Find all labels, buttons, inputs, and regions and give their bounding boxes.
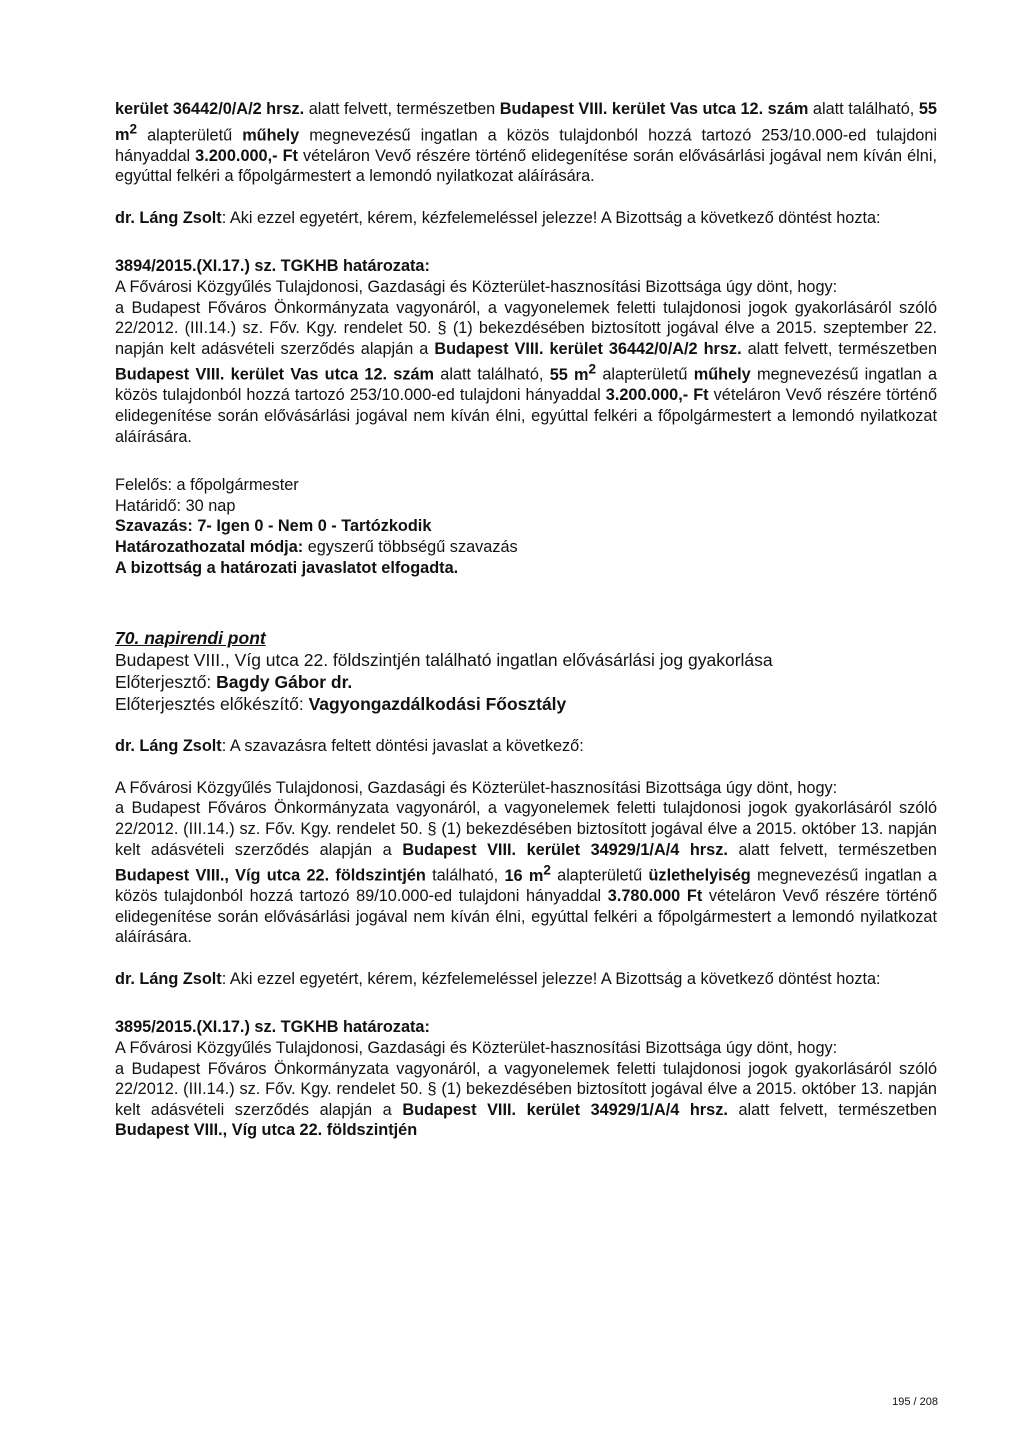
property-type: műhely: [242, 126, 300, 145]
text-span: vételáron Vevő részére történő elidegenítése során elővásárlási jogával nem kíván élni, egyúttal felkéri a főpolgármestert a lemondó nyilatkozat aláírására.: [115, 386, 937, 446]
agenda-item-subject: Budapest VIII., Víg utca 22. földszintjén található ingatlan elővásárlási jog gyakorlása: [115, 650, 773, 671]
page-number: 195 / 208: [892, 1396, 938, 1408]
vote-line: [115, 516, 937, 537]
presenter-label: Előterjesztő:: [115, 672, 212, 693]
price-value: 3.200.000,- Ft: [605, 386, 709, 405]
proposal-body: [115, 798, 937, 948]
area-value: [549, 361, 597, 384]
hrsz-ref: Budapest VIII. kerület 34929/1/A/4 hrsz.: [402, 840, 728, 859]
presenter-name: Bagdy Gábor dr.: [211, 672, 353, 693]
property-type: műhely: [693, 365, 751, 384]
decision-intro: A Fővárosi Közgyűlés Tulajdonosi, Gazdasági és Közterület-hasznosítási Bizottsága úgy dönt, hogy:: [115, 277, 838, 296]
speaker-name: dr. Láng Zsolt: [115, 208, 222, 227]
area-number: 55 m: [549, 365, 589, 384]
text-span: megnevezésű ingatlan a közös tulajdonból hozzá tartozó 253/10.000-ed tulajdoni hányaddal: [115, 365, 937, 405]
decision-mode-label: Határozathozatal módja:: [115, 537, 304, 556]
address-ref: Budapest VIII., Víg utca 22. földszintjén: [115, 1121, 418, 1140]
speaker-paragraph: [115, 208, 937, 229]
text-span: a Budapest Főváros Önkormányzata vagyonáról, a vagyonelemek feletti tulajdonosi jogok gyakorlásáról szóló 22/2012. (III.14.) sz. Főv. Kgy. rendelet 50. § (1) bekezdésében biztosított jogával élve a 2015. október 13. napján kelt adásvételi szerződés alapján a: [115, 1059, 937, 1119]
text-span: alatt található,: [434, 365, 550, 384]
price-value: 3.780.000 Ft: [607, 887, 703, 906]
area-value: [504, 862, 551, 885]
agenda-item-title: 70. napirendi pont: [115, 628, 266, 649]
address-ref: Budapest VIII. kerület Vas utca 12. szám: [499, 100, 809, 118]
text-span: alatt felvett, természetben: [727, 840, 937, 859]
address-ref: Budapest VIII., Víg utca 22. földszintjén: [115, 866, 426, 885]
price-value: 3.200.000,- Ft: [195, 146, 298, 165]
area-exponent: 2: [129, 121, 138, 137]
proposal-intro: A Fővárosi Közgyűlés Tulajdonosi, Gazdasági és Közterület-hasznosítási Bizottsága úgy dönt, hogy:: [115, 778, 838, 797]
area-exponent: 2: [588, 361, 597, 377]
text-span: a Budapest Főváros Önkormányzata vagyonáról, a vagyonelemek feletti tulajdonosi jogok gyakorlásáról szóló 22/2012. (III.14.) sz. Főv. Kgy. rendelet 50. § (1) bekezdésében biztosított jogával élve a 2015. október 13. napján kelt adásvételi szerződés alapján a: [115, 799, 937, 859]
text-span: alatt felvett, természetben: [727, 1100, 937, 1119]
decision-body: [115, 1059, 937, 1141]
property-type: üzlethelyiség: [648, 866, 751, 885]
speaker-name: dr. Láng Zsolt: [115, 737, 222, 756]
speaker-paragraph: [115, 736, 937, 757]
text-span: vételáron Vevő részére történő elidegenítése során elővásárlási jogával nem kíván élni, egyúttal felkéri a főpolgármestert a lemondó nyilatkozat aláírására.: [115, 887, 937, 947]
speaker-text: : A szavazásra feltett döntési javaslat a következő:: [221, 737, 584, 756]
preparer-line: [115, 693, 937, 715]
paragraph-continuation: [115, 99, 937, 187]
deadline-line: Határidő: 30 nap: [115, 496, 236, 515]
text-span: a Budapest Főváros Önkormányzata vagyonáról, a vagyonelemek feletti tulajdonosi jogok gyakorlásáról szóló 22/2012. (III.14.) sz. Főv. Kgy. rendelet 50. § (1) bekezdésében biztosított jogával élve a 2015. szeptember 22. napján kelt adásvételi szerződés alapján a: [115, 298, 937, 358]
hrsz-ref: kerület 36442/0/A/2 hrsz.: [115, 100, 305, 118]
hrsz-ref: Budapest VIII. kerület 36442/0/A/2 hrsz.: [434, 339, 742, 358]
decision-mode-value: egyszerű többségű szavazás: [303, 537, 518, 556]
decision-mode-line: [115, 537, 937, 558]
text-span: alapterületű: [137, 126, 243, 145]
speaker-paragraph: [115, 969, 937, 990]
decision-body: [115, 298, 937, 448]
decision-heading: 3895/2015.(XI.17.) sz. TGKHB határozata:: [115, 1018, 430, 1037]
text-span: alatt felvett, természetben: [304, 100, 500, 118]
preparer-label: Előterjesztés előkészítő:: [115, 694, 304, 715]
text-span: vételáron Vevő részére történő elidegenítése során elővásárlási jogával nem kíván élni, egyúttal felkéri a főpolgármestert a lemondó nyilatkozat aláírására.: [115, 146, 937, 186]
text-span: alapterületű: [596, 365, 694, 384]
presenter-line: [115, 671, 937, 693]
decision-intro: A Fővárosi Közgyűlés Tulajdonosi, Gazdasági és Közterület-hasznosítási Bizottsága úgy dönt, hogy:: [115, 1039, 838, 1058]
area-number: 16 m: [504, 866, 544, 885]
text-span: megnevezésű ingatlan a közös tulajdonból hozzá tartozó 253/10.000-ed tulajdoni hányaddal: [115, 126, 938, 165]
text-span: alatt található,: [808, 100, 919, 118]
text-span: megnevezésű ingatlan a közös tulajdonból hozzá tartozó 89/10.000-ed tulajdoni hányaddal: [115, 866, 937, 906]
vote-result: 7- Igen 0 - Nem 0 - Tartózkodik: [192, 517, 432, 536]
text-span: alapterületű: [550, 866, 649, 885]
text-span: található,: [425, 866, 505, 885]
area-exponent: 2: [543, 862, 551, 878]
speaker-text: : Aki ezzel egyetért, kérem, kézfelemeléssel jelezze! A Bizottság a következő döntést hozta:: [221, 969, 881, 988]
accepted-line: A bizottság a határozati javaslatot elfogadta.: [115, 558, 459, 577]
text-span: alatt felvett, természetben: [741, 339, 937, 358]
vote-label: Szavazás:: [115, 517, 193, 536]
decision-heading: 3894/2015.(XI.17.) sz. TGKHB határozata:: [115, 257, 430, 276]
address-ref: Budapest VIII. kerület Vas utca 12. szám: [115, 365, 435, 384]
area-number: 55 m: [115, 100, 937, 145]
preparer-name: Vagyongazdálkodási Főosztály: [303, 694, 567, 715]
speaker-text: : Aki ezzel egyetért, kérem, kézfelemeléssel jelezze! A Bizottság a következő döntést hozta:: [221, 208, 881, 227]
document-page: [115, 99, 937, 1141]
hrsz-ref: Budapest VIII. kerület 34929/1/A/4 hrsz.: [402, 1100, 728, 1119]
speaker-name: dr. Láng Zsolt: [115, 969, 222, 988]
responsible-line: Felelős: a főpolgármester: [115, 476, 299, 495]
